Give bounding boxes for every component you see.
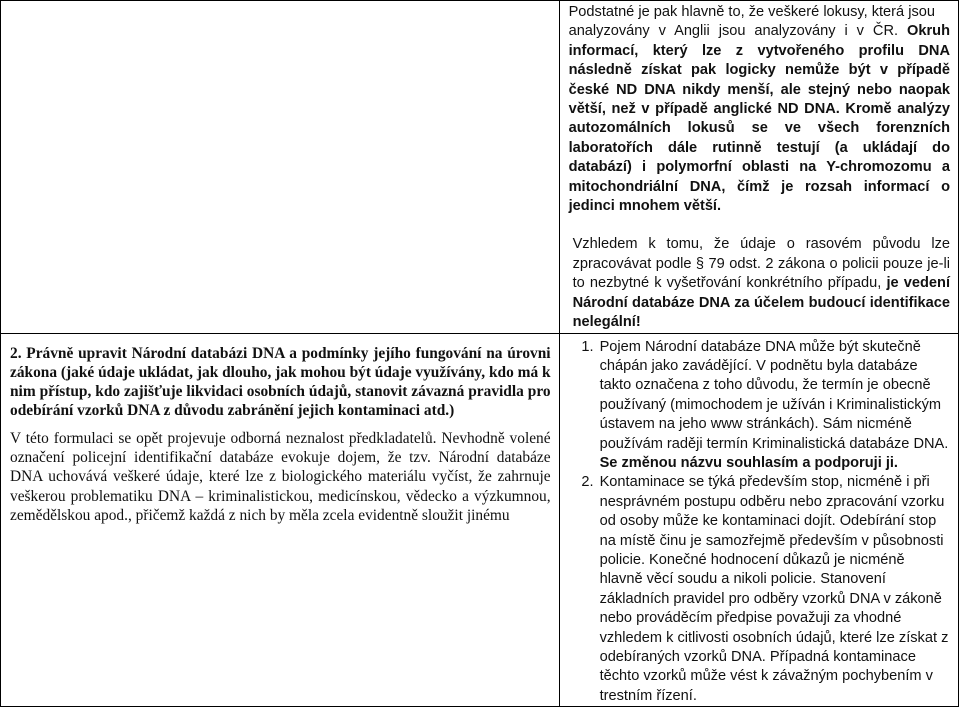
table-row [1,1,959,334]
bold-emphasis: Okruh informací, který lze z vytvořeného profilu DNA následně získat pak logicky nemůže být v případě české ND DNA nikdy menší, ale stejný nebo naopak větší, než v případě anglické ND DNA. Kromě analýzy autozomálních lokusů se ve všech forenzních laboratořích dále rutinně testují (a ukládají do databází) i polymorfní oblasti na Y-chromozomu a mitochondriální DNA, čímž je rozsah informací o jedinci mnohem větší. [568,23,950,215]
list-item [568,338,950,474]
row1-left-cell [1,1,560,334]
row2-right-cell [559,333,958,707]
text-line: Podstatné je pak hlavně to, že veškeré lokusy, která jsou [568,4,935,20]
comment-paragraph: V této formulaci se opět projevuje odborná neznalost předkladatelů. Nevhodně volené označení policejní identifikační databáze evokuje dojem, že tzv. Národní databáze DNA uchovává veškeré údaje, které lze z biologického materiálu vyčíst, že zahrnuje veškerou problematiku DNA – kriminalistickou, medicínskou, vědecko a výzkumnou, zemědělskou apod., přičemž každá z nich by měla zcela evidentně sloužit jinému [10,429,551,524]
conclusion-bold: je vedení Národní databáze DNA za účelem budoucí identifikace nelegální! [572,275,950,331]
list-item-bold: Se změnou názvu souhlasím a podporuji ji. [599,454,898,471]
row1-right-cell [559,1,958,334]
conclusion-paragraph [569,235,950,332]
list-item-text: Pojem Národní databáze DNA může být skutečně chápán jako zavádějící. V podnětu byla databáze takto označena z toho důvodu, že termín je obecně používaný (mimochodem je užíván i Kriminalistickým ústavem na jeho www stránkách). Sám nicméně používám raději termín Kriminalistická databáze DNA. [599,338,949,452]
response-list [568,338,950,707]
row2-left-cell [1,333,560,707]
list-number: 1. [581,338,594,355]
table-row [1,333,959,707]
list-item-text: Kontaminace se týká především stop, nicméně i při nesprávném postupu odběru nebo zpracování vzorku od osoby může ke kontaminaci dojít. Odebírání stop na místě činu je samozřejmě především v působnosti policie. Konečné hodnocení důkazů je nicméně hlavně věcí soudu a nikoli policie. Stanovení základních pravidel pro odběry vzorků DNA v zákoně nebo prováděcím předpise považuji za vhodné vzhledem k citlivosti osobních údajů, které lze získat z odebíraných vzorků DNA. Případná kontaminace těchto vzorků může vést k závažným pochybením v trestním řízení. [599,474,949,704]
list-number: 2. [581,474,594,491]
text-line: analyzovány v Anglii jsou analyzovány i v ČR. [568,23,899,40]
response-paragraph [569,3,950,216]
conclusion-text: Vzhledem k tomu, že údaje o rasovém původu lze zpracovávat podle § 79 odst. 2 zákona o policii pouze je-li to nezbytné k vyšetřování konkrétního případu, [572,236,950,292]
list-item [568,473,950,706]
proposal-heading: 2. Právně upravit Národní databázi DNA a podmínky jejího fungování na úrovni zákona (jaké údaje ukládat, jak dlouho, jak mohou být údaje využívány, kdo má k nim přístup, kdo zajišťuje likvidaci osobních údajů, stanovit závazná pravidla pro odebírání vzorků DNA z důvodu zabránění jejich kontaminaci atd.) [10,344,551,420]
